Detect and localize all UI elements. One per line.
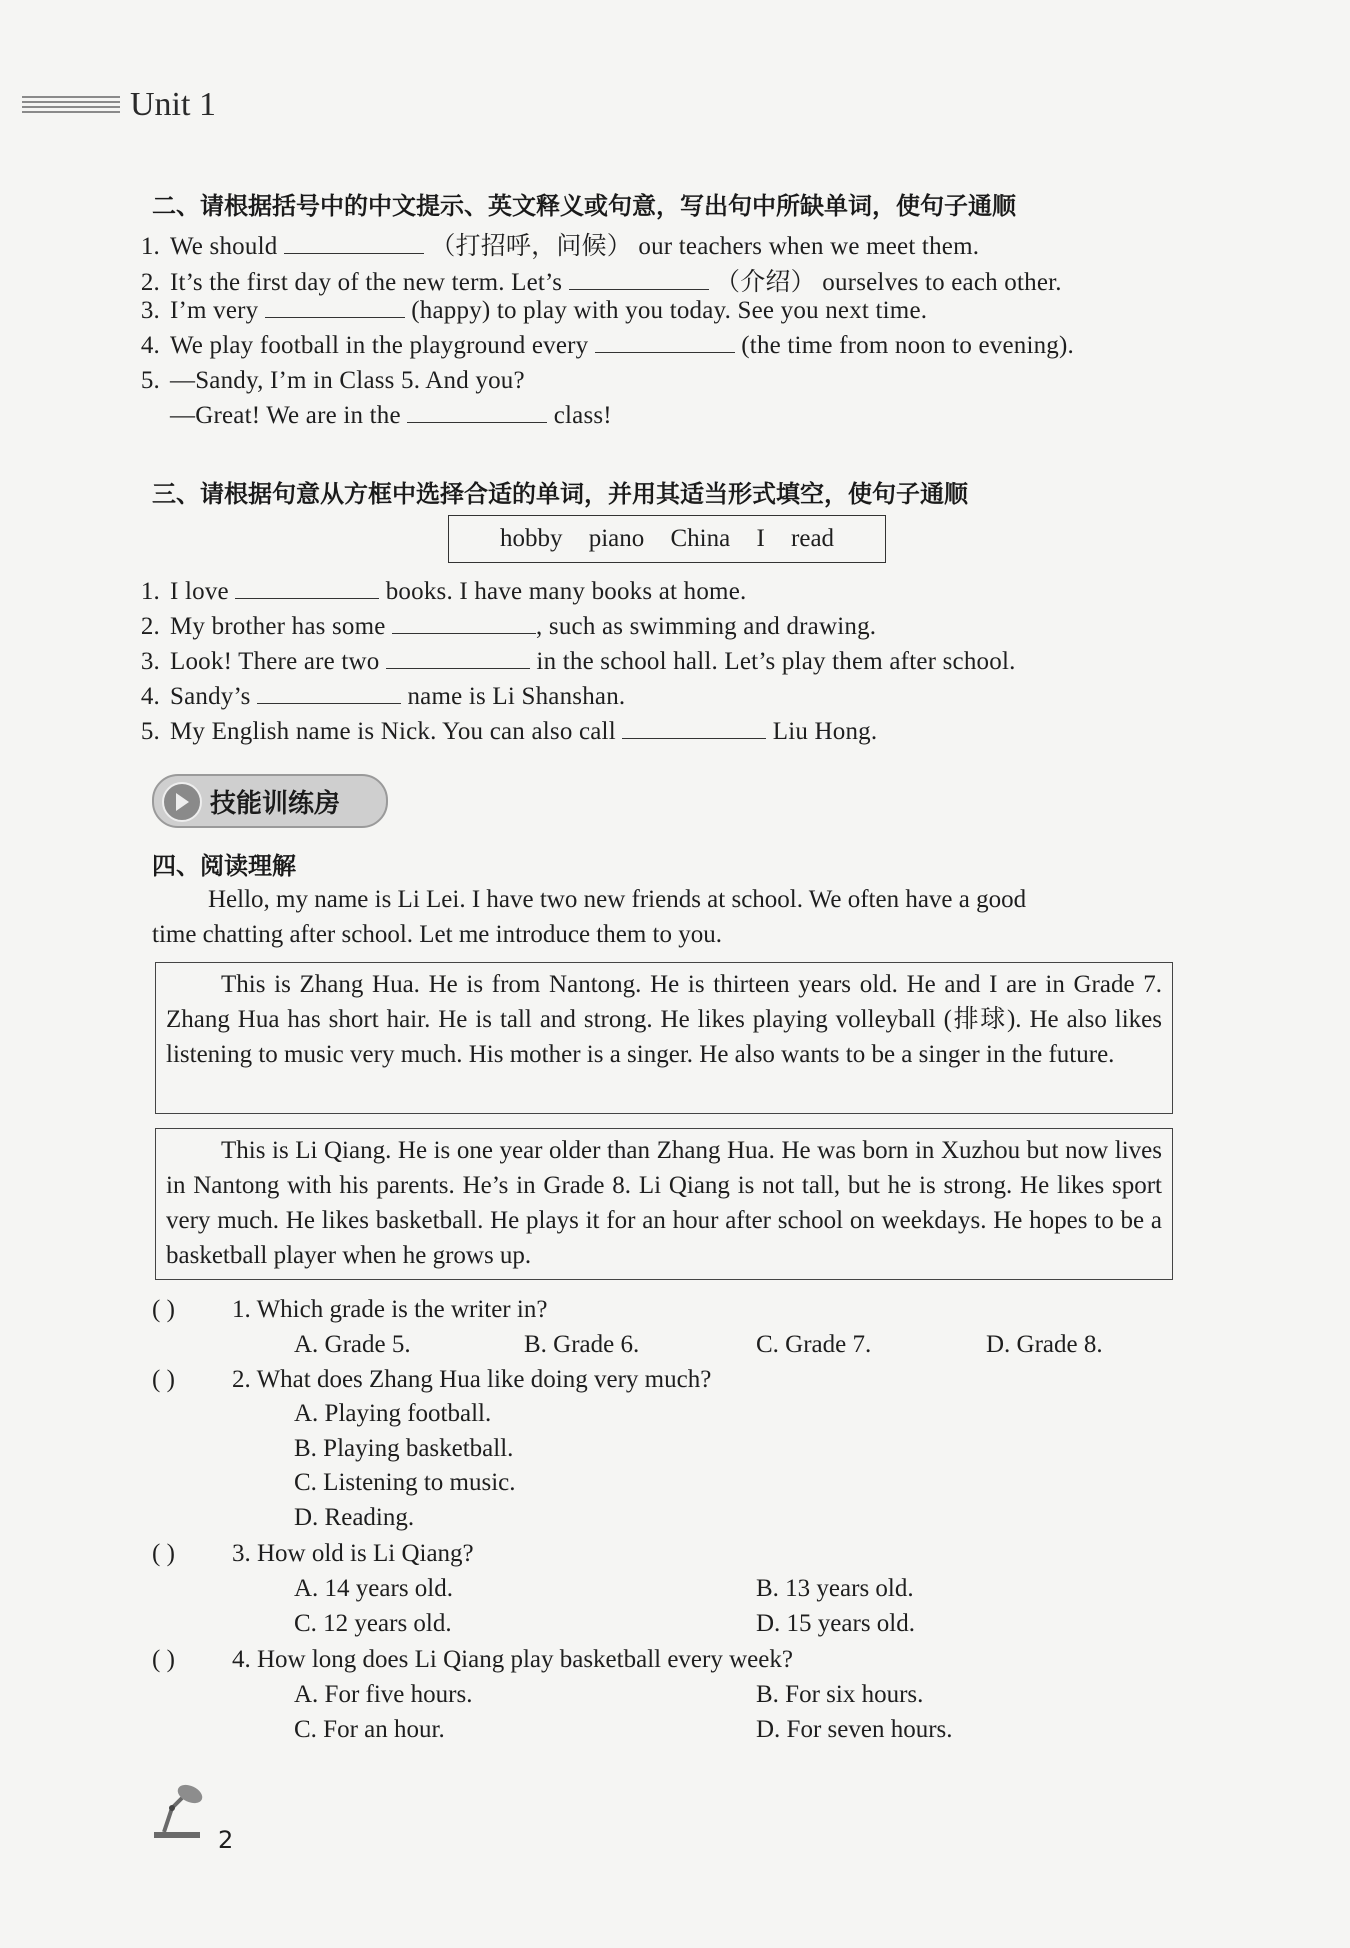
section4-heading: 四、阅读理解 [152,852,296,880]
answer-blank[interactable] [265,316,405,318]
answer-blank[interactable] [595,351,735,353]
intro-line-2: time chatting after school. Let me introduce them to you. [152,921,722,948]
s2-item-2: 2. It’s the first day of the new term. Let’s （介绍） ourselves to each other. [140,269,1062,296]
answer-blank[interactable] [284,252,424,254]
q1-option-c[interactable]: C. Grade 7. [756,1331,872,1358]
q2-option-a[interactable]: A. Playing football. [294,1400,492,1427]
question-4: ( ) 4. How long does Li Qiang play basketball every week? [152,1646,793,1673]
q3-option-a[interactable]: A. 14 years old. [294,1575,453,1602]
question-1: ( ) 1. Which grade is the writer in? [152,1296,548,1323]
q2-option-b[interactable]: B. Playing basketball. [294,1435,514,1462]
answer-paren[interactable]: ( ) [152,1366,175,1393]
s2-item-4: 4. We play football in the playground every (the time from noon to evening). [140,332,1074,359]
passage-2-text: This is Li Qiang. He is one year older than Zhang Hua. He was born in Xuzhou but now lives in Nantong with his parents. He’s in Grade 8. Li Qiang is not tall, but he is strong. He likes sport very much. He likes basketball. He plays it for an hour after school on weekdays. He hopes to be a basketball player when he grows up. [166,1137,1162,1269]
word-box: hobby piano China I read [448,515,886,563]
answer-paren[interactable]: ( ) [152,1646,175,1673]
answer-blank[interactable] [257,702,401,704]
skill-banner-label: 技能训练房 [210,789,341,819]
answer-paren[interactable]: ( ) [152,1540,175,1567]
answer-blank[interactable] [392,632,536,634]
intro-line-1: Hello, my name is Li Lei. I have two new friends at school. We often have a good [208,886,1027,913]
passage-zhang-hua [155,962,1173,1114]
q3-option-c[interactable]: C. 12 years old. [294,1610,452,1637]
desk-lamp-icon [150,1780,206,1840]
s3-item-3: 3. Look! There are two in the school hall. Let’s play them after school. [140,648,1016,675]
passage-1-text: This is Zhang Hua. He is from Nantong. He is thirteen years old. He and I are in Grade 7. Zhang Hua has short hair. He is tall and strong. He likes playing volleyball (排球). He also likes listening to music very much. His mother is a singer. He also wants to be a singer in the future. [166,971,1162,1068]
q3-option-b[interactable]: B. 13 years old. [756,1575,914,1602]
section2-heading: 二、请根据括号中的中文提示、英文释义或句意，写出句中所缺单词，使句子通顺 [152,192,1016,220]
q1-option-b[interactable]: B. Grade 6. [524,1331,640,1358]
section3-heading: 三、请根据句意从方框中选择合适的单词，并用其适当形式填空，使句子通顺 [152,480,968,508]
question-2: ( ) 2. What does Zhang Hua like doing very much? [152,1366,712,1393]
header-lines-decoration [22,96,120,118]
s2-item-3: 3. I’m very (happy) to play with you today. See you next time. [140,297,928,324]
answer-blank[interactable] [235,597,379,599]
q4-option-b[interactable]: B. For six hours. [756,1681,924,1708]
answer-blank[interactable] [386,667,530,669]
q2-option-d[interactable]: D. Reading. [294,1504,415,1531]
q3-option-d[interactable]: D. 15 years old. [756,1610,915,1637]
s3-item-5: 5. My English name is Nick. You can also call Liu Hong. [140,718,878,745]
q1-option-a[interactable]: A. Grade 5. [294,1331,411,1358]
s2-item-1: 1. We should （打招呼，问候） our teachers when we meet them. [140,233,980,260]
answer-blank[interactable] [569,288,709,290]
q4-option-c[interactable]: C. For an hour. [294,1716,445,1743]
s2-item-5: 5. —Sandy, I’m in Class 5. And you? [140,367,525,394]
answer-paren[interactable]: ( ) [152,1296,175,1323]
passage-li-qiang [155,1128,1173,1280]
q2-option-c[interactable]: C. Listening to music. [294,1469,516,1496]
s2-item-5-reply: —Great! We are in the class! [170,402,612,429]
unit-title: Unit 1 [130,86,216,123]
q4-option-d[interactable]: D. For seven hours. [756,1716,953,1743]
q1-option-d[interactable]: D. Grade 8. [986,1331,1103,1358]
q4-option-a[interactable]: A. For five hours. [294,1681,473,1708]
skill-training-banner [152,774,388,828]
s3-item-1: 1. I love books. I have many books at home. [140,578,747,605]
s3-item-4: 4. Sandy’s name is Li Shanshan. [140,683,626,710]
page-number: 2 [218,1826,234,1854]
play-triangle-icon [176,793,189,811]
answer-blank[interactable] [622,737,766,739]
s3-item-2: 2. My brother has some , such as swimming and drawing. [140,613,877,640]
question-3: ( ) 3. How old is Li Qiang? [152,1540,474,1567]
answer-blank[interactable] [407,421,547,423]
